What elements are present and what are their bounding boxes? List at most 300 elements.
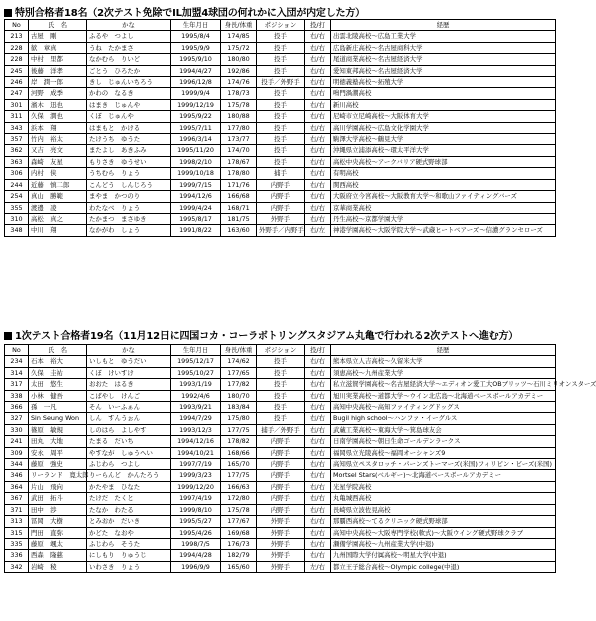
table-row bbox=[5, 122, 556, 133]
cell-kana: たなか わたる bbox=[87, 504, 171, 515]
table-row bbox=[5, 168, 556, 179]
cell-birthdate: 1999/12/19 bbox=[171, 99, 221, 110]
cell-name: 中村 里都 bbox=[29, 54, 87, 65]
cell-throw-bat: 右/右 bbox=[305, 436, 331, 447]
cell-birthdate: 1995/12/17 bbox=[171, 356, 221, 367]
cell-height-weight: 182/79 bbox=[221, 550, 257, 561]
cell-no: 335 bbox=[5, 538, 29, 549]
cell-career: 駒澤大学高校～鶴見大学 bbox=[331, 134, 556, 145]
header-no: No bbox=[5, 345, 29, 356]
cell-birthdate: 1996/9/9 bbox=[171, 561, 221, 572]
cell-name: 小林 健吾 bbox=[29, 390, 87, 401]
table-row bbox=[5, 356, 556, 367]
cell-name: 久保 潤也 bbox=[29, 111, 87, 122]
cell-kana: たけだ たくと bbox=[87, 493, 171, 504]
table-row bbox=[5, 561, 556, 572]
cell-no: 228 bbox=[5, 42, 29, 53]
cell-throw-bat: 右/右 bbox=[305, 356, 331, 367]
cell-throw-bat: 右/左 bbox=[305, 225, 331, 236]
cell-throw-bat: 右/右 bbox=[305, 459, 331, 470]
cell-height-weight: 175/78 bbox=[221, 504, 257, 515]
table-row bbox=[5, 54, 556, 65]
table-row bbox=[5, 538, 556, 549]
table-row bbox=[5, 436, 556, 447]
cell-birthdate: 1994/12/16 bbox=[171, 436, 221, 447]
cell-no: 309 bbox=[5, 447, 29, 458]
cell-name: 竹内 裕太 bbox=[29, 134, 87, 145]
cell-height-weight: 175/72 bbox=[221, 42, 257, 53]
cell-kana: たけうち ゆうた bbox=[87, 134, 171, 145]
cell-throw-bat: 右/右 bbox=[305, 447, 331, 458]
cell-position: 投手／外野手 bbox=[257, 77, 305, 88]
cell-kana: そん いーふぁん bbox=[87, 402, 171, 413]
cell-name: 冨岡 大樹 bbox=[29, 516, 87, 527]
cell-no: 362 bbox=[5, 145, 29, 156]
cell-no: 366 bbox=[5, 402, 29, 413]
cell-kana: ごとう ひろたか bbox=[87, 65, 171, 76]
cell-throw-bat: 右/右 bbox=[305, 470, 331, 481]
table-row bbox=[5, 88, 556, 99]
cell-no: 306 bbox=[5, 168, 29, 179]
cell-no: 363 bbox=[5, 156, 29, 167]
cell-kana: いしもと ゆうだい bbox=[87, 356, 171, 367]
cell-position: 外野手 bbox=[257, 527, 305, 538]
cell-name: 田中 渉 bbox=[29, 504, 87, 515]
cell-name: 古屋 剛 bbox=[29, 31, 87, 42]
cell-throw-bat: 右/右 bbox=[305, 111, 331, 122]
cell-birthdate: 1995/9/10 bbox=[171, 54, 221, 65]
cell-birthdate: 1994/7/29 bbox=[171, 413, 221, 424]
cell-height-weight: 175/78 bbox=[221, 99, 257, 110]
cell-name: 渡邊 凌 bbox=[29, 202, 87, 213]
cell-throw-bat: 右/右 bbox=[305, 77, 331, 88]
cell-kana: くぼ じゅんや bbox=[87, 111, 171, 122]
table-row bbox=[5, 367, 556, 378]
cell-name: 近藤 慎二郎 bbox=[29, 179, 87, 190]
cell-no: 357 bbox=[5, 134, 29, 145]
cell-position: 外野手 bbox=[257, 213, 305, 224]
cell-throw-bat: 右/右 bbox=[305, 504, 331, 515]
cell-kana: なかがわ しょう bbox=[87, 225, 171, 236]
cell-career: 沖縄県立浦添高校～環太平洋大学 bbox=[331, 145, 556, 156]
cell-name: Sin Seung Won bbox=[29, 413, 87, 424]
cell-career: 熊本県立人吉高校～久留米大学 bbox=[331, 356, 556, 367]
cell-name: 歓 章真 bbox=[29, 42, 87, 53]
cell-height-weight: 175/80 bbox=[221, 413, 257, 424]
table-row bbox=[5, 527, 556, 538]
cell-career: 有明高校 bbox=[331, 168, 556, 179]
cell-career: Mortsel Stars(ベルギー)～北海道ベースボールアカデミー bbox=[331, 470, 556, 481]
cell-career: 神港学園高校～大阪学院大学～武蔵ヒートベアーズ～信濃グランセローズ bbox=[331, 225, 556, 236]
cell-height-weight: 177/75 bbox=[221, 424, 257, 435]
table-row bbox=[5, 156, 556, 167]
table-row bbox=[5, 111, 556, 122]
table-row bbox=[5, 179, 556, 190]
cell-height-weight: 174/70 bbox=[221, 145, 257, 156]
cell-kana: うちむら りょう bbox=[87, 168, 171, 179]
cell-name: 濱木 迅也 bbox=[29, 99, 87, 110]
cell-position: 内野手 bbox=[257, 179, 305, 190]
cell-throw-bat: 右/右 bbox=[305, 122, 331, 133]
cell-height-weight: 163/60 bbox=[221, 225, 257, 236]
cell-name: 内村 侠 bbox=[29, 168, 87, 179]
cell-kana: かどた なおや bbox=[87, 527, 171, 538]
cell-no: 246 bbox=[5, 77, 29, 88]
cell-kana: こんどう しんじろう bbox=[87, 179, 171, 190]
table-row bbox=[5, 65, 556, 76]
cell-kana: しん すんうぉん bbox=[87, 413, 171, 424]
table-row bbox=[5, 504, 556, 515]
table-row bbox=[5, 413, 556, 424]
cell-birthdate: 1995/4/26 bbox=[171, 527, 221, 538]
cell-no: 245 bbox=[5, 65, 29, 76]
header-kana: かな bbox=[87, 20, 171, 31]
cell-no: 247 bbox=[5, 88, 29, 99]
cell-height-weight: 181/75 bbox=[221, 213, 257, 224]
square-bullet-icon bbox=[4, 9, 12, 17]
section2-title-text: 1次テスト合格者19名（11月12日に四国コカ・コーラボトリングスタジアム丸亀で行われる2次テストへ進む方） bbox=[15, 331, 519, 342]
cell-position: 投手 bbox=[257, 111, 305, 122]
cell-no: 327 bbox=[5, 413, 29, 424]
table-row bbox=[5, 481, 556, 492]
cell-height-weight: 177/67 bbox=[221, 516, 257, 527]
cell-no: 241 bbox=[5, 436, 29, 447]
cell-birthdate: 1994/4/28 bbox=[171, 550, 221, 561]
cell-kana: ふるや つよし bbox=[87, 31, 171, 42]
cell-no: 314 bbox=[5, 367, 29, 378]
cell-name: 太田 悠生 bbox=[29, 379, 87, 390]
cell-kana: かたやま ひなた bbox=[87, 481, 171, 492]
cell-birthdate: 1995/10/27 bbox=[171, 367, 221, 378]
table-row bbox=[5, 191, 556, 202]
cell-throw-bat: 右/右 bbox=[305, 550, 331, 561]
cell-kana: ふじわら そうた bbox=[87, 538, 171, 549]
cell-no: 313 bbox=[5, 516, 29, 527]
cell-throw-bat: 右/右 bbox=[305, 65, 331, 76]
cell-career: 丸亀城西高校 bbox=[331, 493, 556, 504]
cell-kana: くぼ けいすけ bbox=[87, 367, 171, 378]
header-birthdate: 生年月日 bbox=[171, 20, 221, 31]
cell-no: 355 bbox=[5, 202, 29, 213]
cell-name: 河野 成季 bbox=[29, 88, 87, 99]
header-career: 経歴 bbox=[331, 345, 556, 356]
cell-position: 投手 bbox=[257, 156, 305, 167]
cell-throw-bat: 右/右 bbox=[305, 213, 331, 224]
table-row bbox=[5, 42, 556, 53]
cell-position: 投手 bbox=[257, 356, 305, 367]
cell-height-weight: 177/80 bbox=[221, 122, 257, 133]
cell-birthdate: 1993/9/21 bbox=[171, 402, 221, 413]
cell-career: 鳴門渦潮高校 bbox=[331, 88, 556, 99]
cell-throw-bat: 左/右 bbox=[305, 561, 331, 572]
cell-name: 中川 翔 bbox=[29, 225, 87, 236]
cell-name: 西森 隆慈 bbox=[29, 550, 87, 561]
cell-throw-bat: 右/右 bbox=[305, 99, 331, 110]
cell-height-weight: 174/85 bbox=[221, 31, 257, 42]
cell-kana: わたなべ りょう bbox=[87, 202, 171, 213]
cell-no: 311 bbox=[5, 111, 29, 122]
cell-position: 投手 bbox=[257, 65, 305, 76]
cell-career: 瀬備学園高校～九州産業大学(中退) bbox=[331, 538, 556, 549]
cell-position: 投手 bbox=[257, 31, 305, 42]
table-row bbox=[5, 213, 556, 224]
cell-no: 336 bbox=[5, 550, 29, 561]
table-row bbox=[5, 470, 556, 481]
cell-birthdate: 1995/8/17 bbox=[171, 213, 221, 224]
cell-kana: こばやし けんご bbox=[87, 390, 171, 401]
cell-career: 武蔵工業高校～東海大学～箕島球友会 bbox=[331, 424, 556, 435]
section2-title bbox=[4, 327, 518, 342]
cell-height-weight: 166/68 bbox=[221, 191, 257, 202]
table-row bbox=[5, 459, 556, 470]
cell-birthdate: 1999/3/23 bbox=[171, 470, 221, 481]
cell-position: 投手 bbox=[257, 42, 305, 53]
cell-birthdate: 1991/8/22 bbox=[171, 225, 221, 236]
cell-no: 317 bbox=[5, 379, 29, 390]
cell-name: 藤原 颯太 bbox=[29, 538, 87, 549]
cell-height-weight: 178/67 bbox=[221, 156, 257, 167]
cell-position: 投手 bbox=[257, 367, 305, 378]
cell-career: 都立王子総合高校～Olympic college(中退) bbox=[331, 561, 556, 572]
cell-throw-bat: 右/右 bbox=[305, 202, 331, 213]
cell-name: リーランド 寛太郎 bbox=[29, 470, 87, 481]
cell-position: 外野手 bbox=[257, 550, 305, 561]
cell-birthdate: 1997/7/19 bbox=[171, 459, 221, 470]
cell-name: 高松 真之 bbox=[29, 213, 87, 224]
cell-birthdate: 1997/4/19 bbox=[171, 493, 221, 504]
cell-name: 森崎 友星 bbox=[29, 156, 87, 167]
cell-name: 孫 一凡 bbox=[29, 402, 87, 413]
cell-kana: いわさき りょう bbox=[87, 561, 171, 572]
cell-height-weight: 177/65 bbox=[221, 367, 257, 378]
cell-no: 213 bbox=[5, 31, 29, 42]
special-pass-table bbox=[4, 19, 556, 237]
cell-birthdate: 1998/7/5 bbox=[171, 538, 221, 549]
cell-height-weight: 178/80 bbox=[221, 168, 257, 179]
table-row bbox=[5, 225, 556, 236]
cell-position: 投手 bbox=[257, 54, 305, 65]
cell-name: 田丸 大地 bbox=[29, 436, 87, 447]
cell-no: 348 bbox=[5, 225, 29, 236]
cell-kana: おおた はるき bbox=[87, 379, 171, 390]
cell-kana: ふじわら つよし bbox=[87, 459, 171, 470]
cell-height-weight: 172/80 bbox=[221, 493, 257, 504]
cell-throw-bat: 右/右 bbox=[305, 145, 331, 156]
cell-height-weight: 168/71 bbox=[221, 202, 257, 213]
cell-kana: とみおか だいき bbox=[87, 516, 171, 527]
cell-kana: たまる だいち bbox=[87, 436, 171, 447]
cell-position: 投手 bbox=[257, 145, 305, 156]
table-row bbox=[5, 202, 556, 213]
cell-kana: りーらんど かんたろう bbox=[87, 470, 171, 481]
cell-birthdate: 1999/4/24 bbox=[171, 202, 221, 213]
cell-position: 投手 bbox=[257, 413, 305, 424]
cell-height-weight: 174/76 bbox=[221, 77, 257, 88]
cell-position: 捕手 bbox=[257, 168, 305, 179]
cell-throw-bat: 右/右 bbox=[305, 179, 331, 190]
cell-name: 藤原 強史 bbox=[29, 459, 87, 470]
cell-no: 301 bbox=[5, 99, 29, 110]
cell-no: 244 bbox=[5, 179, 29, 190]
cell-throw-bat: 右/右 bbox=[305, 134, 331, 145]
table-row bbox=[5, 77, 556, 88]
header-no: No bbox=[5, 20, 29, 31]
cell-throw-bat: 右/右 bbox=[305, 156, 331, 167]
cell-height-weight: 183/84 bbox=[221, 402, 257, 413]
cell-career: 私立滋賀学園高校～名古屋経済大学～エディオン愛工大OBブリッツ～石川ミリオンスターズ bbox=[331, 379, 556, 390]
cell-name: 篠原 敏規 bbox=[29, 424, 87, 435]
cell-throw-bat: 右/右 bbox=[305, 88, 331, 99]
header-height-weight: 身長/体重 bbox=[221, 20, 257, 31]
cell-no: 342 bbox=[5, 561, 29, 572]
cell-throw-bat: 右/右 bbox=[305, 538, 331, 549]
header-name: 氏 名 bbox=[29, 345, 87, 356]
cell-no: 254 bbox=[5, 191, 29, 202]
table-row bbox=[5, 99, 556, 110]
cell-height-weight: 169/68 bbox=[221, 527, 257, 538]
cell-name: 武田 拓斗 bbox=[29, 493, 87, 504]
cell-career: 日南学園高校～朝日生命ゴールデンラークス bbox=[331, 436, 556, 447]
cell-no: 344 bbox=[5, 459, 29, 470]
cell-birthdate: 1996/12/8 bbox=[171, 77, 221, 88]
cell-name: 又吉 亮文 bbox=[29, 145, 87, 156]
cell-position: 内野手 bbox=[257, 459, 305, 470]
cell-no: 367 bbox=[5, 493, 29, 504]
cell-height-weight: 166/63 bbox=[221, 481, 257, 492]
header-name: 氏 名 bbox=[29, 20, 87, 31]
cell-height-weight: 180/88 bbox=[221, 111, 257, 122]
cell-kana: やすなが しゅうへい bbox=[87, 447, 171, 458]
cell-position: 内野手 bbox=[257, 191, 305, 202]
cell-position: 内野手 bbox=[257, 504, 305, 515]
cell-position: 内野手 bbox=[257, 470, 305, 481]
cell-throw-bat: 右/右 bbox=[305, 493, 331, 504]
table-row bbox=[5, 516, 556, 527]
header-birthdate: 生年月日 bbox=[171, 345, 221, 356]
cell-height-weight: 174/62 bbox=[221, 356, 257, 367]
header-kana: かな bbox=[87, 345, 171, 356]
cell-kana: はまもと かける bbox=[87, 122, 171, 133]
table-row bbox=[5, 493, 556, 504]
cell-career: 関西高校 bbox=[331, 179, 556, 190]
cell-kana: まやま かつのり bbox=[87, 191, 171, 202]
table-header-row bbox=[5, 345, 556, 356]
cell-height-weight: 192/86 bbox=[221, 65, 257, 76]
cell-position: 投手 bbox=[257, 379, 305, 390]
cell-no: 343 bbox=[5, 122, 29, 133]
cell-no: 228 bbox=[5, 54, 29, 65]
cell-name: 久保 圭祐 bbox=[29, 367, 87, 378]
cell-career: 旭川実業高校～道都大学～ウイン北広島～北海道ベースボールアカデミー bbox=[331, 390, 556, 401]
cell-height-weight: 176/73 bbox=[221, 538, 257, 549]
cell-name: 片山 飛向 bbox=[29, 481, 87, 492]
cell-kana: なかむら りいど bbox=[87, 54, 171, 65]
cell-no: 234 bbox=[5, 356, 29, 367]
cell-position: 外野手／内野手 bbox=[257, 225, 305, 236]
cell-name: 門田 直弥 bbox=[29, 527, 87, 538]
cell-birthdate: 1994/12/6 bbox=[171, 191, 221, 202]
cell-position: 投手 bbox=[257, 134, 305, 145]
section1-title-text: 特別合格者18名（2次テスト免除でIL加盟4球団の何れかに入団が内定した方） bbox=[15, 8, 365, 19]
cell-career: 光星学院高校 bbox=[331, 481, 556, 492]
cell-birthdate: 1993/1/19 bbox=[171, 379, 221, 390]
cell-birthdate: 1995/7/11 bbox=[171, 122, 221, 133]
table-row bbox=[5, 31, 556, 42]
table-row bbox=[5, 145, 556, 156]
cell-no: 346 bbox=[5, 470, 29, 481]
cell-throw-bat: 右/右 bbox=[305, 379, 331, 390]
table-row bbox=[5, 550, 556, 561]
cell-position: 内野手 bbox=[257, 481, 305, 492]
cell-height-weight: 173/77 bbox=[221, 134, 257, 145]
cell-height-weight: 178/73 bbox=[221, 88, 257, 99]
cell-birthdate: 1995/5/27 bbox=[171, 516, 221, 527]
cell-kana: しのはら よしやす bbox=[87, 424, 171, 435]
cell-throw-bat: 右/右 bbox=[305, 390, 331, 401]
cell-career: 愛知東邦高校～名古屋経済大学 bbox=[331, 65, 556, 76]
cell-no: 364 bbox=[5, 481, 29, 492]
cell-kana: たかまつ まさゆき bbox=[87, 213, 171, 224]
cell-position: 内野手 bbox=[257, 493, 305, 504]
cell-kana: きし じゅんいちろう bbox=[87, 77, 171, 88]
header-height-weight: 身長/体重 bbox=[221, 345, 257, 356]
cell-height-weight: 178/82 bbox=[221, 436, 257, 447]
cell-career: 新川高校 bbox=[331, 99, 556, 110]
cell-birthdate: 1995/11/20 bbox=[171, 145, 221, 156]
cell-birthdate: 1998/2/10 bbox=[171, 156, 221, 167]
header-position: ポジション bbox=[257, 345, 305, 356]
cell-throw-bat: 右/右 bbox=[305, 402, 331, 413]
cell-throw-bat: 右/右 bbox=[305, 413, 331, 424]
table-row bbox=[5, 134, 556, 145]
cell-height-weight: 177/82 bbox=[221, 379, 257, 390]
cell-career: 広島新庄高校～名古屋商科大学 bbox=[331, 42, 556, 53]
cell-career: 長崎県立波佐見高校 bbox=[331, 504, 556, 515]
cell-birthdate: 1994/4/27 bbox=[171, 65, 221, 76]
cell-no: 330 bbox=[5, 424, 29, 435]
cell-no: 371 bbox=[5, 504, 29, 515]
cell-height-weight: 168/66 bbox=[221, 447, 257, 458]
cell-career: 京華商業高校 bbox=[331, 202, 556, 213]
cell-kana: かわの なるき bbox=[87, 88, 171, 99]
section1-title bbox=[4, 4, 365, 19]
cell-career: 大阪府立今宮高校～大阪教育大学～和歌山ファイティングバーズ bbox=[331, 191, 556, 202]
cell-kana: またよし あきふみ bbox=[87, 145, 171, 156]
cell-throw-bat: 右/右 bbox=[305, 516, 331, 527]
cell-position: 内野手 bbox=[257, 202, 305, 213]
cell-position: 投手 bbox=[257, 402, 305, 413]
cell-position: 投手 bbox=[257, 122, 305, 133]
cell-career: 明徳義塾高校～拓殖大学 bbox=[331, 77, 556, 88]
cell-name: 真山 勝範 bbox=[29, 191, 87, 202]
cell-position: 外野手 bbox=[257, 516, 305, 527]
cell-throw-bat: 右/右 bbox=[305, 168, 331, 179]
cell-career: 須恵高校～九州産業大学 bbox=[331, 367, 556, 378]
cell-no: 338 bbox=[5, 390, 29, 401]
cell-career: 高知県立ペスタロッチ・パーンズトーマーズ(米国)フィリピン・ビーズ(米国) bbox=[331, 459, 556, 470]
square-bullet-icon bbox=[4, 332, 12, 340]
cell-birthdate: 1999/12/20 bbox=[171, 481, 221, 492]
cell-birthdate: 1995/9/9 bbox=[171, 42, 221, 53]
cell-position: 投手 bbox=[257, 88, 305, 99]
header-throw-bat: 投/打 bbox=[305, 345, 331, 356]
table-row bbox=[5, 402, 556, 413]
cell-height-weight: 177/75 bbox=[221, 470, 257, 481]
cell-career: 高松中央高校～アークバリア硬式野球部 bbox=[331, 156, 556, 167]
header-career: 経歴 bbox=[331, 20, 556, 31]
cell-height-weight: 165/70 bbox=[221, 459, 257, 470]
cell-position: 内野手 bbox=[257, 436, 305, 447]
